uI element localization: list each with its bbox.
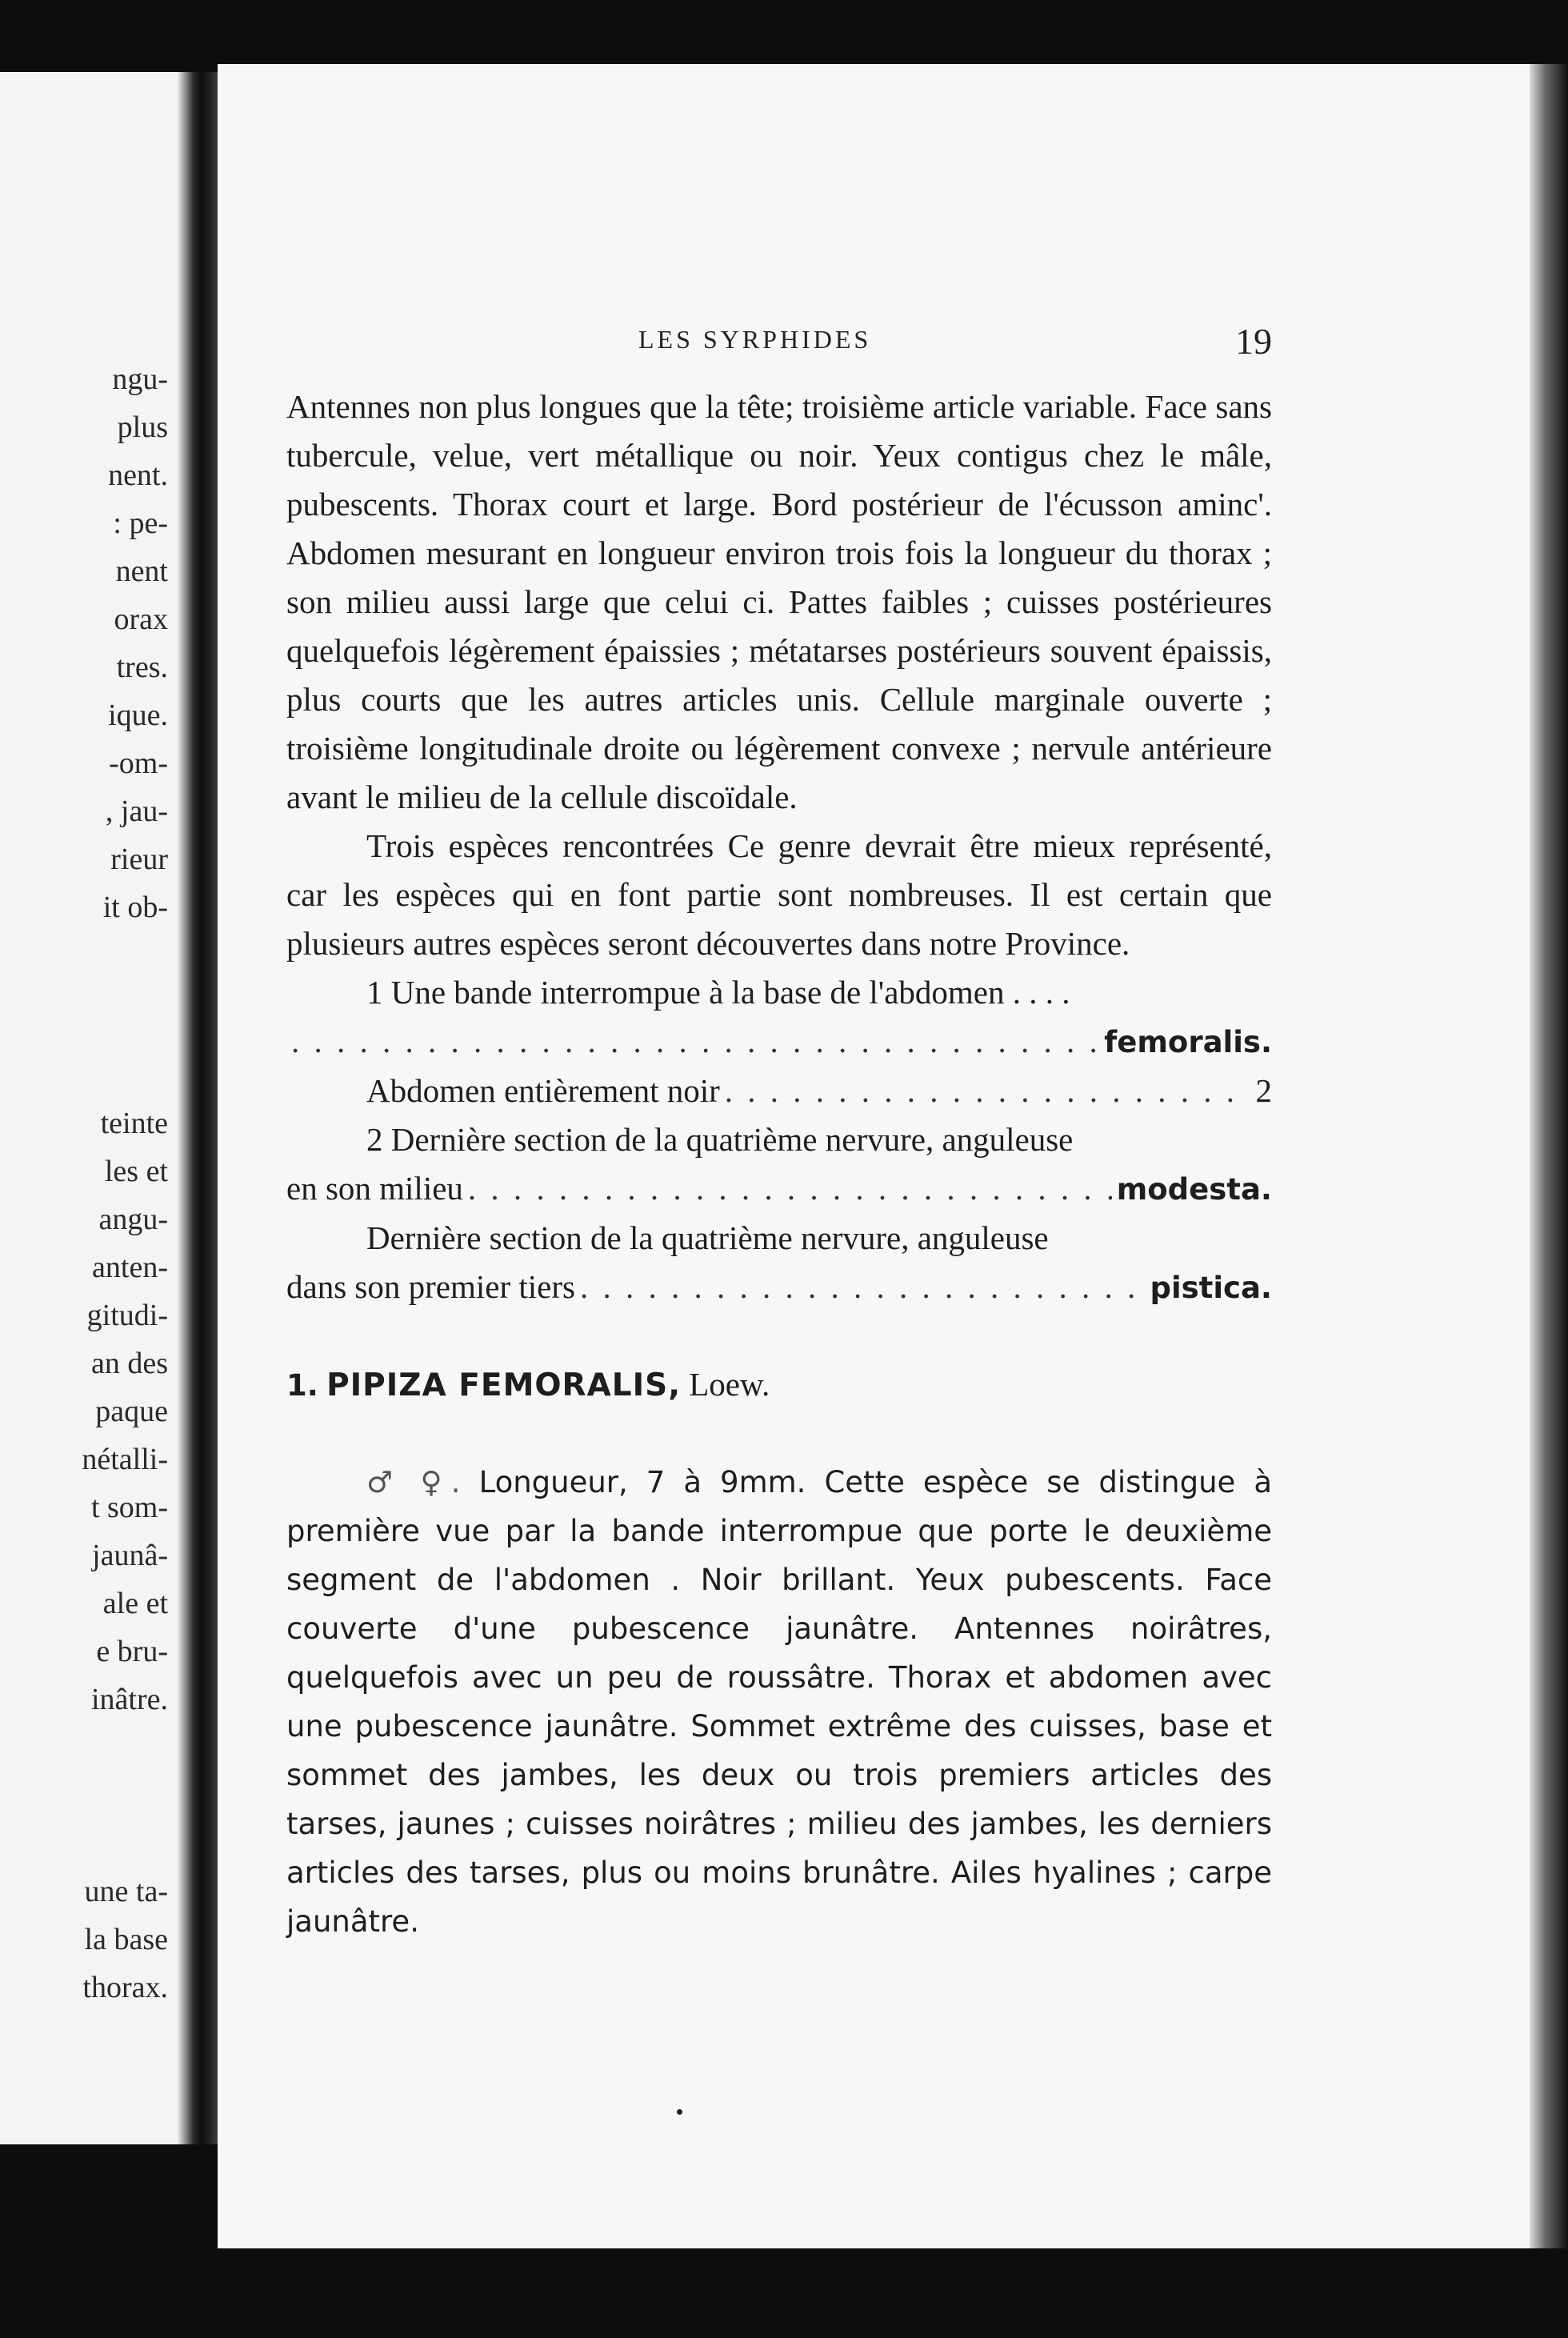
- running-head: LES SYRPHIDES: [638, 325, 872, 354]
- left-page-line: teinte: [100, 1107, 168, 1140]
- species-heading: [286, 1360, 1272, 1410]
- species-key: [286, 968, 1272, 1312]
- species-name: PIPIZA FEMORALIS,: [326, 1367, 682, 1403]
- left-page-line: : pe-: [113, 506, 168, 540]
- left-page-line: t som-: [90, 1491, 168, 1524]
- left-page-line: inâtre.: [90, 1683, 168, 1716]
- genus-description: Antennes non plus longues que la tête; troisième article variable. Face sans tubercule, velue, vert métallique ou noir. Yeux contigus chez le mâle, pubescents. Thorax court et large. Bord postérieur de l'écusson aminc'. Abdomen mesurant en longueur environ trois fois la longueur du thorax ; son milieu aussi large que celui ci. Pattes faibles ; cuisses postérieures quelquefois légèrement épaissies ; métatarses postérieurs souvent épaissis, plus courts que les autres articles unis. Cellule marginale ouverte ; troisième longitudinale droite ou légèrement convexe ; nervule antérieure avant le milieu de la cellule discoïdale.: [286, 388, 1272, 815]
- left-page-line: anten-: [92, 1251, 168, 1284]
- page-header: [286, 320, 1272, 368]
- key-text: 2 Dernière section de la quatrième nervure, anguleuse: [366, 1121, 1074, 1158]
- species-description: [286, 1458, 1272, 1946]
- key-couplet-1a-end: [286, 1017, 1272, 1067]
- left-page-line: thorax.: [82, 1971, 168, 2004]
- left-page-line: it ob-: [102, 891, 168, 924]
- sex-symbols: ♂ ♀.: [366, 1465, 461, 1499]
- species-number: 1.: [286, 1368, 318, 1403]
- left-page-line: ique.: [108, 699, 168, 732]
- left-page-line: , jau-: [105, 795, 168, 828]
- left-page-line: nétalli-: [82, 1443, 168, 1476]
- left-page-line: -om-: [109, 747, 168, 780]
- left-page-line: paque: [95, 1395, 168, 1428]
- page-body: [286, 382, 1272, 1946]
- key-couplet-1a: [286, 968, 1272, 1017]
- page-edge: [1530, 64, 1568, 2248]
- key-target: 2: [1255, 1072, 1272, 1109]
- left-page-line: une ta-: [84, 1875, 168, 1908]
- left-page-text: [0, 72, 178, 2144]
- key-text: 1 Une bande interrompue à la base de l'abdomen . . . .: [366, 974, 1070, 1011]
- key-couplet-2b-end: [286, 1263, 1272, 1312]
- left-page-line: ngu-: [112, 362, 168, 396]
- left-page-line: orax: [114, 603, 168, 636]
- left-page-line: les et: [104, 1155, 168, 1188]
- left-page-line: angu-: [98, 1203, 168, 1236]
- key-text: Dernière section de la quatrième nervure, anguleuse: [366, 1219, 1049, 1256]
- left-page-line: jaunâ-: [92, 1539, 168, 1572]
- left-page-line: tres.: [116, 651, 168, 684]
- left-page-line: plus: [117, 410, 168, 444]
- left-page-line: e bru-: [96, 1635, 168, 1668]
- key-couplet-2b: [286, 1214, 1272, 1263]
- leader-dots: [725, 1067, 1251, 1115]
- left-page-line: gitudi-: [86, 1299, 168, 1332]
- species-author: Loew.: [689, 1366, 770, 1403]
- leader-dots: [291, 1017, 1099, 1066]
- key-couplet-2a: [286, 1115, 1272, 1164]
- key-text: dans son premier tiers: [286, 1268, 575, 1305]
- key-species-modesta: modesta.: [1116, 1172, 1272, 1207]
- species-description-text: Longueur, 7 à 9mm. Cette espèce se distingue à première vue par la bande interrompue que porte le deuxième segment de l'abdomen . Noir brillant. Yeux pubescents. Face couverte d'une pubescence jaunâtre. Antennes noirâtres, quelquefois avec un peu de roussâtre. Thorax et abdomen avec une pubescence jaunâtre. Sommet extrême des cuisses, base et sommet des jambes, les deux ou trois premiers articles des tarses, jaunes ; cuisses noirâtres ; milieu des jambes, les derniers articles des tarses, plus ou moins brunâtre. Ailes hyalines ; carpe jaunâtre.: [286, 1465, 1273, 1939]
- left-page-line: la base: [84, 1923, 168, 1956]
- leader-dots: [580, 1263, 1146, 1311]
- key-couplet-2a-end: [286, 1164, 1272, 1214]
- print-speck: [677, 2109, 682, 2115]
- key-species-pistica: pistica.: [1150, 1271, 1272, 1305]
- key-text: Abdomen entièrement noir: [366, 1072, 720, 1109]
- leader-dots: [468, 1164, 1112, 1213]
- key-text: en son milieu: [286, 1170, 463, 1207]
- left-page-line: rieur: [110, 843, 168, 876]
- key-species-femoralis: femoralis.: [1104, 1025, 1272, 1059]
- left-page-line: nent.: [108, 458, 168, 492]
- left-page-line: ale et: [102, 1587, 168, 1620]
- page-number: 19: [1235, 321, 1272, 362]
- left-page-line: an des: [90, 1347, 168, 1380]
- left-page-line: nent: [115, 554, 168, 588]
- book-gutter: [178, 72, 218, 2144]
- remarks-paragraph: Trois espèces rencontrées Ce genre devrait être mieux représenté, car les espèces qui en font partie sont nombreuses. Il est certain que plusieurs autres espèces seront découvertes dans notre Province.: [286, 827, 1272, 962]
- key-couplet-1b: [286, 1067, 1272, 1115]
